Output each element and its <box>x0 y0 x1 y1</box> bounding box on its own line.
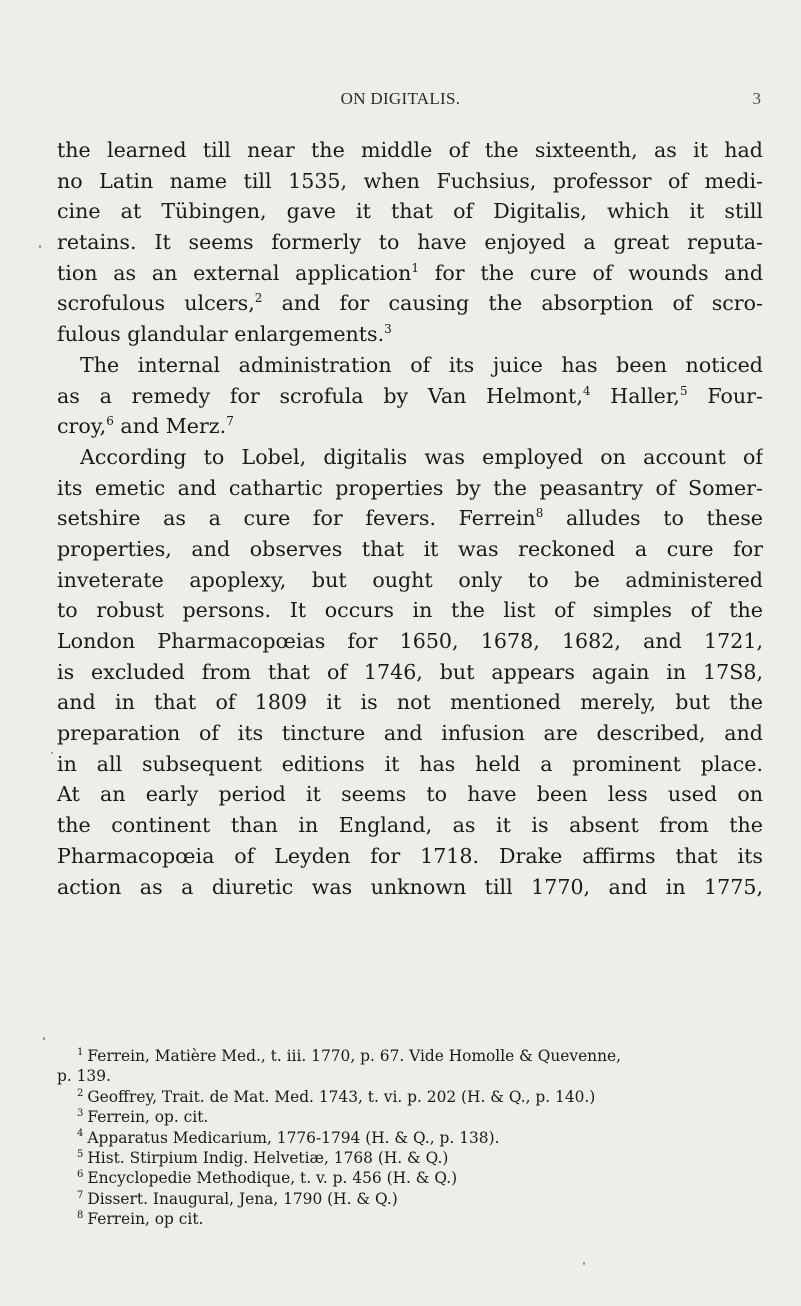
page-speck <box>583 1262 585 1265</box>
text-segment: inveterate apoplexy, but ought only to be administered <box>57 567 763 592</box>
text-segment: as a remedy for scrofula by Van Helmont, <box>57 383 583 408</box>
running-title: ON DIGITALIS. <box>340 89 461 108</box>
text-line <box>57 442 763 473</box>
footnote <box>57 1066 763 1086</box>
text-segment: retains. It seems formerly to have enjoyed a great reputa- <box>57 230 763 255</box>
text-line <box>57 135 763 166</box>
text-line <box>57 196 763 227</box>
footnotes <box>57 1046 763 1230</box>
text-line <box>57 595 763 626</box>
text-segment: Pharmacopœia of Leyden for 1718. Drake affirms that its <box>57 843 763 868</box>
text-line <box>57 319 763 350</box>
footnote-text: Ferrein, op. cit. <box>87 1108 209 1127</box>
footnote <box>57 1209 763 1229</box>
text-segment: According to Lobel, digitalis was employed on account of <box>80 444 763 469</box>
footnote-reference: 1 <box>411 260 419 275</box>
text-line <box>57 503 763 534</box>
footnote-reference: 3 <box>384 322 392 337</box>
footnote <box>57 1128 763 1148</box>
text-segment: its emetic and cathartic properties by the peasantry of Somer- <box>57 475 763 500</box>
text-line <box>57 779 763 810</box>
text-segment: the continent than in England, as it is absent from the <box>57 813 763 838</box>
text-segment: and for causing the absorption of scro- <box>262 291 763 316</box>
text-segment: tion as an external application <box>57 260 412 285</box>
footnote-text: Ferrein, Matière Med., t. iii. 1770, p. 67. Vide Homolle & Quevenne, <box>87 1047 622 1065</box>
footnote-text: Apparatus Medicarium, 1776-1794 (H. & Q., p. 138). <box>87 1128 500 1147</box>
text-segment: cine at Tübingen, gave it that of Digitalis, which it still <box>57 199 763 224</box>
text-segment: to robust persons. It occurs in the list of simples of the <box>57 598 763 623</box>
text-line <box>57 166 763 197</box>
text-segment: properties, and observes that it was reckoned a cure for <box>57 536 763 561</box>
text-line <box>57 626 763 657</box>
text-segment: and in that of 1809 it is not mentioned merely, but the <box>57 690 763 715</box>
footnote-text: Ferrein, op cit. <box>87 1210 204 1229</box>
footnote <box>57 1148 763 1168</box>
footnote-text: Dissert. Inaugural, Jena, 1790 (H. & Q.) <box>87 1189 398 1208</box>
page-speck <box>51 752 53 754</box>
text-line <box>57 810 763 841</box>
footnote-reference: 5 <box>679 383 688 398</box>
footnote-marker: 8 <box>77 1210 84 1221</box>
text-line <box>57 718 763 749</box>
text-segment: the learned till near the middle of the sixteenth, as it had <box>57 138 763 162</box>
footnote <box>57 1046 763 1066</box>
text-segment: alludes to these <box>543 506 763 531</box>
footnote-text: Encyclopedie Methodique, t. v. p. 456 (H. & Q.) <box>87 1169 458 1188</box>
footnote-marker: 5 <box>77 1148 84 1160</box>
body-text <box>57 135 763 902</box>
footnote-marker: 2 <box>77 1087 84 1099</box>
text-line <box>57 657 763 688</box>
page-header <box>0 89 801 113</box>
footnote-reference: 7 <box>226 414 234 429</box>
footnote-reference: 2 <box>254 291 263 306</box>
page-speck <box>39 245 41 248</box>
text-line <box>57 350 763 381</box>
text-line <box>57 565 763 596</box>
text-line <box>57 687 763 718</box>
text-line <box>57 841 763 872</box>
text-segment: no Latin name till 1535, when Fuchsius, professor of medi- <box>57 168 763 193</box>
footnote <box>57 1189 763 1209</box>
footnote-text: Geoffrey, Trait. de Mat. Med. 1743, t. vi. p. 202 (H. & Q., p. 140.) <box>87 1087 596 1106</box>
text-segment: Four- <box>687 383 763 408</box>
text-segment: At an early period it seems to have been less used on <box>57 782 763 807</box>
text-segment: for the cure of wounds and <box>418 260 763 285</box>
text-segment: is excluded from that of 1746, but appears again in 17S8, <box>57 659 763 684</box>
footnote-marker: 6 <box>77 1169 84 1181</box>
text-segment: London Pharmacopœias for 1650, 1678, 1682, and 1721, <box>57 629 763 653</box>
footnote-reference: 8 <box>535 506 544 521</box>
text-line <box>57 749 763 780</box>
text-line <box>57 473 763 504</box>
text-segment: Haller, <box>590 383 680 408</box>
text-segment: setshire as a cure for fevers. Ferrein <box>57 506 536 531</box>
footnote-marker: 4 <box>77 1128 84 1140</box>
page-number: 3 <box>752 89 761 108</box>
text-segment: preparation of its tincture and infusion are described, and <box>57 721 763 746</box>
footnote-marker: 3 <box>77 1108 84 1120</box>
text-segment: and Merz. <box>113 414 227 439</box>
footnote-marker: 1 <box>77 1046 84 1058</box>
footnote-reference: 6 <box>106 414 114 429</box>
text-segment: action as a diuretic was unknown till 1770, and in 1775, <box>57 874 763 899</box>
text-segment: fulous glandular enlargements. <box>57 322 385 347</box>
footnote-reference: 4 <box>582 383 591 398</box>
text-segment: The internal administration of its juice has been noticed <box>80 352 763 377</box>
text-line <box>57 381 763 412</box>
text-segment: scrofulous ulcers, <box>57 291 255 316</box>
footnote-marker: 7 <box>77 1189 84 1201</box>
text-line <box>57 411 763 442</box>
page-speck <box>43 1037 45 1040</box>
footnote <box>57 1168 763 1188</box>
text-segment: in all subsequent editions it has held a prominent place. <box>57 751 763 776</box>
text-line <box>57 227 763 258</box>
footnote-text: Hist. Stirpium Indig. Helvetiæ, 1768 (H. & Q.) <box>87 1148 449 1167</box>
text-segment: croy, <box>57 414 107 439</box>
text-line <box>57 534 763 565</box>
text-line <box>57 872 763 903</box>
text-line <box>57 288 763 319</box>
footnote <box>57 1107 763 1127</box>
footnote-text: p. 139. <box>57 1067 111 1086</box>
text-line <box>57 258 763 289</box>
footnote <box>57 1087 763 1107</box>
